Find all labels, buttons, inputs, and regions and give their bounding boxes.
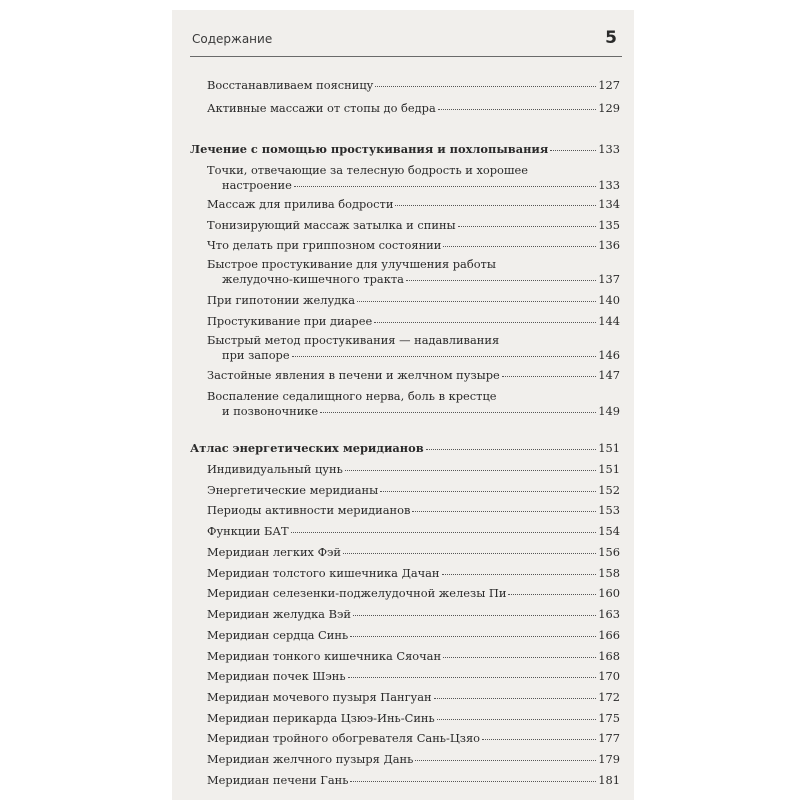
toc-entry <box>207 483 620 497</box>
toc-entry-title: Лечение с помощью простукивания и похлопывания <box>190 142 549 156</box>
toc-entry-title: Меридиан селезенки-поджелудочной железы Пи <box>207 586 507 600</box>
toc-entry-title: Индивидуальный цунь <box>207 462 343 476</box>
dot-leader <box>343 552 596 554</box>
toc-entry <box>207 773 620 787</box>
toc-entry-page: 166 <box>598 628 620 642</box>
toc-entry-page: 129 <box>598 101 620 115</box>
toc-entry <box>207 649 620 663</box>
toc-entry-title: Меридиан сердца Синь <box>207 628 349 642</box>
toc-entry <box>207 314 620 328</box>
toc-entry-title: Меридиан желудка Вэй <box>207 607 351 621</box>
dot-leader <box>426 448 597 450</box>
toc-entry <box>222 404 620 418</box>
toc-entry-title: Энергетические меридианы <box>207 483 379 497</box>
toc-entry <box>207 711 620 725</box>
toc-entry-page: 163 <box>598 607 620 621</box>
toc-entry-line1: Быстрое простукивание для улучшения работы <box>207 257 496 271</box>
dot-leader <box>380 490 596 492</box>
toc-entry <box>207 462 620 476</box>
toc-entry <box>207 731 620 745</box>
toc-entry-title: Меридиан перикарда Цзюэ-Инь-Синь <box>207 711 435 725</box>
toc-entry-title: Тонизирующий массаж затылка и спины <box>207 218 456 232</box>
toc-entry-page: 140 <box>598 293 620 307</box>
dot-leader <box>348 676 597 678</box>
toc-entry-line1: Воспаление седалищного нерва, боль в крестце <box>207 389 497 403</box>
toc-entry-page: 136 <box>598 238 620 252</box>
toc-entry-page: 154 <box>598 524 620 538</box>
header-title: Содержание <box>192 32 273 46</box>
toc-entry-title: Меридиан толстого кишечника Дачан <box>207 566 440 580</box>
toc-entry-page: 172 <box>598 690 620 704</box>
toc-entry-title: Меридиан легких Фэй <box>207 545 342 559</box>
running-header <box>192 30 617 52</box>
dot-leader <box>357 300 596 302</box>
toc-entry-title: Меридиан почек Шэнь <box>207 669 346 683</box>
toc-entry <box>207 586 620 600</box>
toc-entry-title: Атлас энергетических меридианов <box>190 441 424 455</box>
dot-leader <box>443 245 596 247</box>
toc-entry-page: 133 <box>598 178 620 192</box>
toc-entry <box>207 101 620 115</box>
toc-entry-title: при запоре <box>222 348 290 362</box>
toc-entry-page: 135 <box>598 218 620 232</box>
dot-leader <box>482 738 596 740</box>
dot-leader <box>350 635 596 637</box>
toc-entry <box>222 178 620 192</box>
toc-entry-page: 149 <box>598 404 620 418</box>
dot-leader <box>550 149 596 151</box>
dot-leader <box>395 204 596 206</box>
toc-section-heading <box>190 142 620 156</box>
dot-leader <box>508 593 596 595</box>
toc-entry <box>207 218 620 232</box>
toc-entry-title: Меридиан тройного обогревателя Сань-Цзяо <box>207 731 481 745</box>
dot-leader <box>412 510 596 512</box>
toc-entry <box>207 503 620 517</box>
toc-entry-page: 179 <box>598 752 620 766</box>
toc-entry-page: 168 <box>598 649 620 663</box>
dot-leader <box>350 780 596 782</box>
toc-entry <box>207 669 620 683</box>
toc-entry <box>207 545 620 559</box>
dot-leader <box>320 411 596 413</box>
header-rule <box>190 56 622 57</box>
toc-entry-title: Меридиан мочевого пузыря Пангуан <box>207 690 432 704</box>
toc-entry-page: 147 <box>598 368 620 382</box>
toc-entry-page: 181 <box>598 773 620 787</box>
toc-entry-line1: Точки, отвечающие за телесную бодрость и хорошее <box>207 163 528 177</box>
toc-entry <box>222 272 620 286</box>
dot-leader <box>458 225 597 227</box>
toc-entry-title: Массаж для прилива бодрости <box>207 197 394 211</box>
toc-entry <box>207 628 620 642</box>
toc-entry-title: настроение <box>222 178 292 192</box>
toc-entry-title: Активные массажи от стопы до бедра <box>207 101 436 115</box>
toc-entry-page: 160 <box>598 586 620 600</box>
toc-entry-page: 134 <box>598 197 620 211</box>
toc-section-heading <box>190 441 620 455</box>
toc-entry-page: 177 <box>598 731 620 745</box>
dot-leader <box>345 469 596 471</box>
toc-entry-title: Застойные явления в печени и желчном пузыре <box>207 368 500 382</box>
toc-entry-page: 151 <box>598 462 620 476</box>
dot-leader <box>291 531 597 533</box>
dot-leader <box>438 108 597 110</box>
dot-leader <box>415 759 596 761</box>
toc-entry-page: 151 <box>598 441 620 455</box>
dot-leader <box>502 375 596 377</box>
toc-entry <box>207 524 620 538</box>
dot-leader <box>292 355 597 357</box>
toc-entry-page: 133 <box>598 142 620 156</box>
toc-entry <box>207 238 620 252</box>
dot-leader <box>374 321 596 323</box>
toc-entry-page: 158 <box>598 566 620 580</box>
toc-entry-title: Меридиан тонкого кишечника Сяочан <box>207 649 442 663</box>
toc-entry-page: 170 <box>598 669 620 683</box>
toc-entry <box>207 78 620 92</box>
toc-entry <box>207 197 620 211</box>
dot-leader <box>353 614 596 616</box>
toc-entry-title: Восстанавливаем поясницу <box>207 78 374 92</box>
toc-entry-title: желудочно-кишечного тракта <box>222 272 404 286</box>
toc-entry-title: Простукивание при диарее <box>207 314 373 328</box>
toc-entry <box>207 752 620 766</box>
dot-leader <box>294 185 596 187</box>
toc-entry-page: 152 <box>598 483 620 497</box>
toc-entry <box>207 368 620 382</box>
toc-entry-title: При гипотонии желудка <box>207 293 356 307</box>
dot-leader <box>442 573 597 575</box>
toc-entry-line1: Быстрый метод простукивания — надавливания <box>207 333 500 347</box>
header-page-number: 5 <box>605 28 617 48</box>
toc-entry-page: 144 <box>598 314 620 328</box>
dot-leader <box>375 85 596 87</box>
toc-entry <box>207 293 620 307</box>
toc-entry-title: и позвоночнике <box>222 404 319 418</box>
toc-entry-page: 156 <box>598 545 620 559</box>
toc-entry-title: Периоды активности меридианов <box>207 503 411 517</box>
dot-leader <box>443 656 596 658</box>
dot-leader <box>437 718 597 720</box>
toc-entry-title: Меридиан желчного пузыря Дань <box>207 752 414 766</box>
toc-entry-title: Функции БАТ <box>207 524 289 538</box>
dot-leader <box>406 279 596 281</box>
toc-entry-page: 153 <box>598 503 620 517</box>
toc-entry <box>207 690 620 704</box>
toc-entry-page: 175 <box>598 711 620 725</box>
toc-entry-title: Меридиан печени Гань <box>207 773 349 787</box>
toc-entry-page: 127 <box>598 78 620 92</box>
toc-entry <box>207 607 620 621</box>
toc-entry <box>207 566 620 580</box>
dot-leader <box>434 697 597 699</box>
toc-entry-page: 137 <box>598 272 620 286</box>
toc-entry <box>222 348 620 362</box>
toc-entry-page: 146 <box>598 348 620 362</box>
toc-entry-title: Что делать при гриппозном состоянии <box>207 238 442 252</box>
